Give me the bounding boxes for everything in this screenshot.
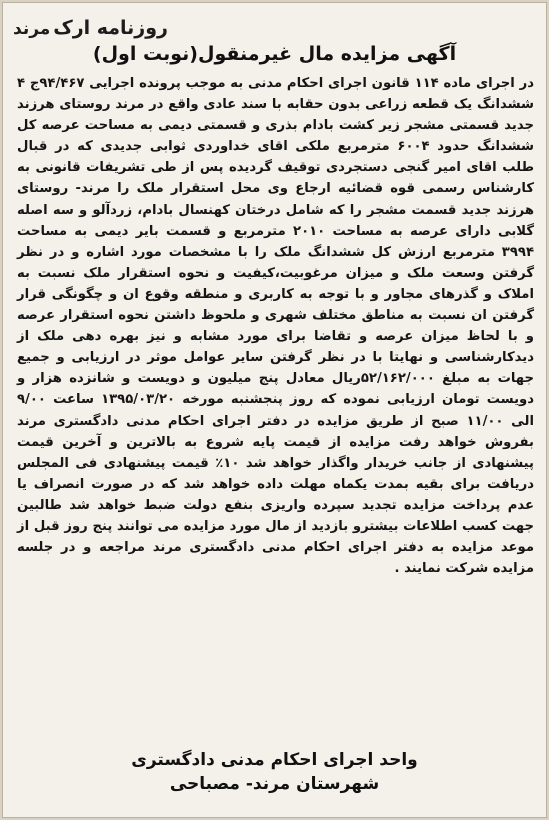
city-label: مرند — [13, 19, 51, 39]
notice-body — [17, 73, 534, 579]
signature-line-2: شهرستان مرند- مصباحی — [169, 774, 380, 794]
clipping-header — [3, 13, 548, 43]
newspaper-clipping — [2, 2, 547, 818]
notice-signature — [3, 748, 546, 796]
signature-line-1: واحد اجرای احکام مدنی دادگستری — [131, 750, 418, 770]
notice-title: آگهی مزایده مال غیرمنقول(نوبت اول) — [92, 43, 457, 65]
newspaper-name: روزنامه ارک — [53, 17, 168, 39]
notice-body-paragraph: در اجرای ماده ۱۱۴ قانون اجرای احکام مدنی به موجب پرونده اجرایی ۹۴/۴۶۷ج ۴ ششدانگ یک قطعه زراعی بدون حقابه با سند عادی واقع در مرند روستای هرزند جدید قسمتی مشجر زیر کشت بادام بذری و قسمتی دیمی به مساحت عرصه کل ششدانگ حدود ۶۰۰۴ مترمربع ملکی اقای خداوردی ثوابی جدیدی که در قبال طلب اقای امیر گنجی دستجردی توقیف گردیده پس از طی تشریفات قانونی به کارشناس رسمی قوه قضائیه ارجاع وی محل استقرار ملک را مرند- روستای هرزند جدید قسمت مشجر را که شامل درختان کهنسال بادام، زردآلو و سه اصله گلابی دارای عرصه به مساحت ۲۰۱۰ مترمربع و قسمت بایر دیمی به مساحت ۳۹۹۴ مترمربع ارزش کل ششدانگ ملک را با مشخصات مورد اشاره و در نظر گرفتن وسعت ملک و میزان مرغوبیت،کیفیت و نحوه استقرار ملک نسبت به املاک و گذرهای مجاور و با توجه به کاربری و منطقه وقوع ان و چگونگی قرار گرفتن ان نسبت به مناطق مختلف شهری و ملحوظ داشتن نحوه استقرار عرصه و با لحاظ میزان عرصه و تقاضا برای مورد مشابه و نیز بهره دهی ملک از دیدکارشناسی و نهایتا با در نظر گرفتن سایر عوامل موثر در ارزیابی و جمیع جهات به مبلغ ۵۲/۱۶۲/۰۰۰ریال معادل پنج میلیون و دویست و شانزده هزار و دویست تومان ارزیابی نموده که روز پنجشنبه مورخه ۱۳۹۵/۰۳/۲۰ ساعت ۹/۰۰ الی ۱۱/۰۰ صبح از طریق مزایده در دفتر اجرای احکام مدنی دادگستری مرند بفروش خواهد رفت مزایده از قیمت پایه شروع به بالاترین و آخرین قیمت پیشنهادی از جانب خریدار واگذار خواهد شد ۱۰٪ قیمت پیشنهادی فی المجلس دریافت برای بقیه بمدت یکماه مهلت داده خواهد شد که در صورت انصراف یا عدم پرداخت مزایده تجدید سپرده واریزی بنفع دولت ضبط خواهد شد طالبین جهت کسب اطلاعات بیشترو بازدید از مال مورد مزایده می توانند پنج روز قبل از موعد مزایده به دفتر اجرای احکام مدنی دادگستری مرند مراجعه و در جلسه مزایده شرکت نمایند . — [17, 76, 535, 577]
